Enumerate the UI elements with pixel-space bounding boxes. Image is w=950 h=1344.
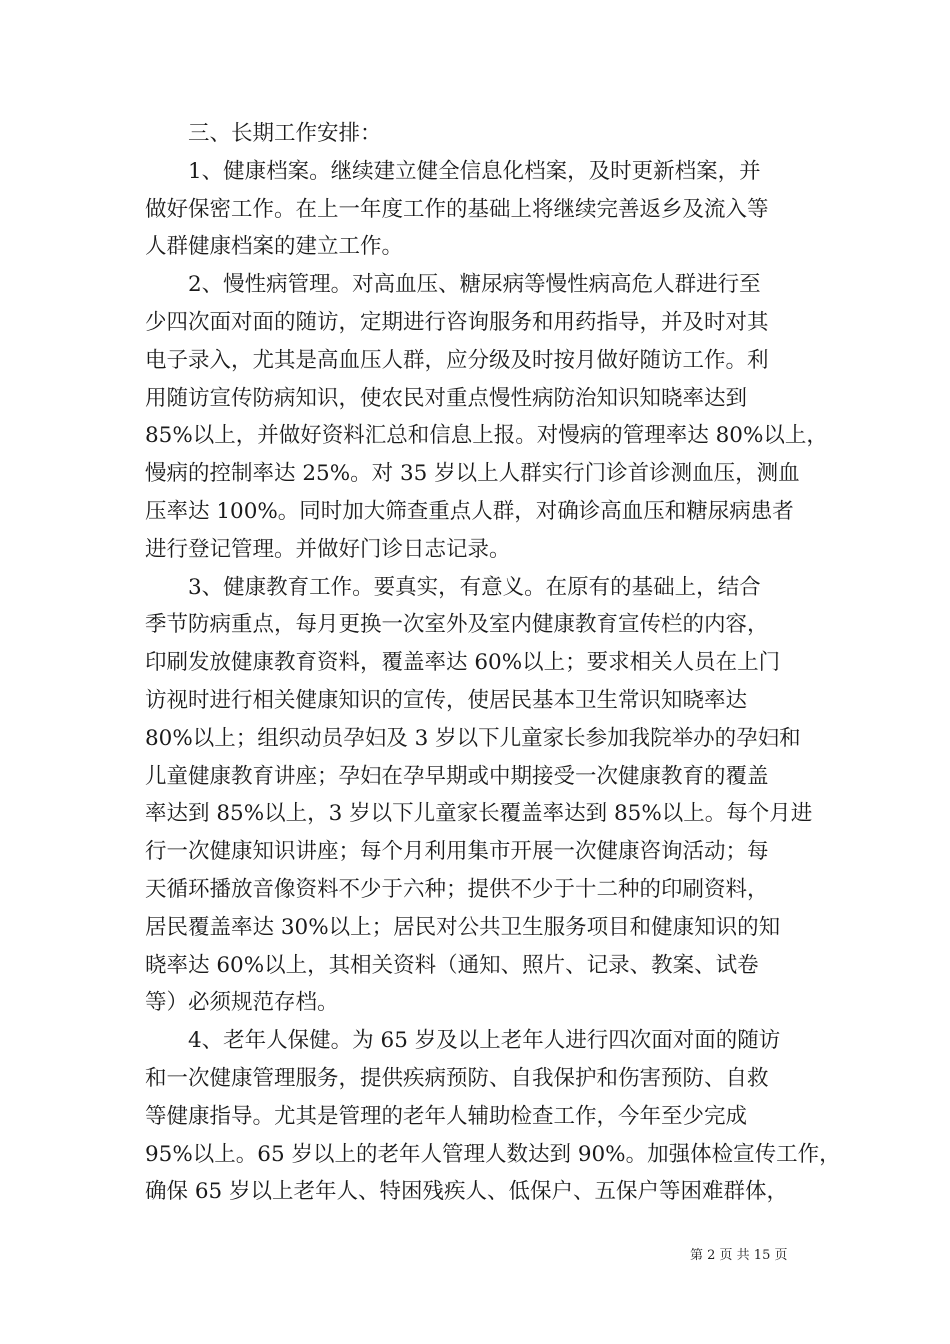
text-line: 和一次健康管理服务，提供疾病预防、自我保护和伤害预防、自救 — [145, 1065, 769, 1091]
text-line: 访视时进行相关健康知识的宣传，使居民基本卫生常识知晓率达 — [145, 687, 748, 713]
text-line: 印刷发放健康教育资料，覆盖率达 60%以上；要求相关人员在上门 — [145, 650, 781, 676]
text-line: 1、健康档案。继续建立健全信息化档案，及时更新档案，并 — [145, 158, 761, 184]
text-line: 季节防病重点，每月更换一次室外及室内健康教育宣传栏的内容， — [145, 612, 769, 638]
text-line: 等健康指导。尤其是管理的老年人辅助检查工作，今年至少完成 — [145, 1103, 748, 1129]
text-line: 电子录入，尤其是高血压人群，应分级及时按月做好随访工作。利 — [145, 347, 769, 373]
text-line: 少四次面对面的随访，定期进行咨询服务和用药指导，并及时对其 — [145, 309, 769, 335]
text-line: 儿童健康教育讲座；孕妇在孕早期或中期接受一次健康教育的覆盖 — [145, 763, 769, 789]
text-line: 确保 65 岁以上老年人、特困残疾人、低保户、五保户等困难群体， — [145, 1179, 789, 1205]
document-body — [145, 115, 841, 1211]
text-line: 压率达 100%。同时加大筛查重点人群，对确诊高血压和糖尿病患者 — [145, 498, 794, 524]
text-line: 2、慢性病管理。对高血压、糖尿病等慢性病高危人群进行至 — [145, 272, 761, 298]
text-line: 80%以上；组织动员孕妇及 3 岁以下儿童家长参加我院举办的孕妇和 — [145, 725, 801, 751]
text-line: 95%以上。65 岁以上的老年人管理人数达到 90%。加强体检宣传工作， — [145, 1141, 841, 1167]
text-line: 3、健康教育工作。要真实，有意义。在原有的基础上，结合 — [145, 574, 761, 600]
text-line: 晓率达 60%以上，其相关资料（通知、照片、记录、教案、试卷 — [145, 952, 759, 978]
text-line: 85%以上，并做好资料汇总和信息上报。对慢病的管理率达 80%以上， — [145, 423, 828, 449]
text-line: 慢病的控制率达 25%。对 35 岁以上人群实行门诊首诊测血压，测血 — [145, 461, 800, 487]
text-line: 人群健康档案的建立工作。 — [145, 234, 404, 260]
page-number: 第 2 页 共 15 页 — [690, 1248, 788, 1263]
text-line: 行一次健康知识讲座；每个月利用集市开展一次健康咨询活动；每 — [145, 839, 769, 865]
text-line: 三、长期工作安排： — [145, 121, 382, 146]
text-line: 等）必须规范存档。 — [145, 990, 339, 1016]
text-line: 做好保密工作。在上一年度工作的基础上将继续完善返乡及流入等 — [145, 196, 769, 222]
text-line: 居民覆盖率达 30%以上；居民对公共卫生服务项目和健康知识的知 — [145, 914, 781, 940]
text-line: 用随访宣传防病知识，使农民对重点慢性病防治知识知晓率达到 — [145, 385, 748, 411]
text-line: 天循环播放音像资料不少于六种；提供不少于十二种的印刷资料， — [145, 876, 769, 902]
text-line: 率达到 85%以上，3 岁以下儿童家长覆盖率达到 85%以上。每个月进 — [145, 801, 813, 827]
text-line: 4、老年人保健。为 65 岁及以上老年人进行四次面对面的随访 — [145, 1028, 781, 1054]
text-line: 进行登记管理。并做好门诊日志记录。 — [145, 536, 511, 562]
